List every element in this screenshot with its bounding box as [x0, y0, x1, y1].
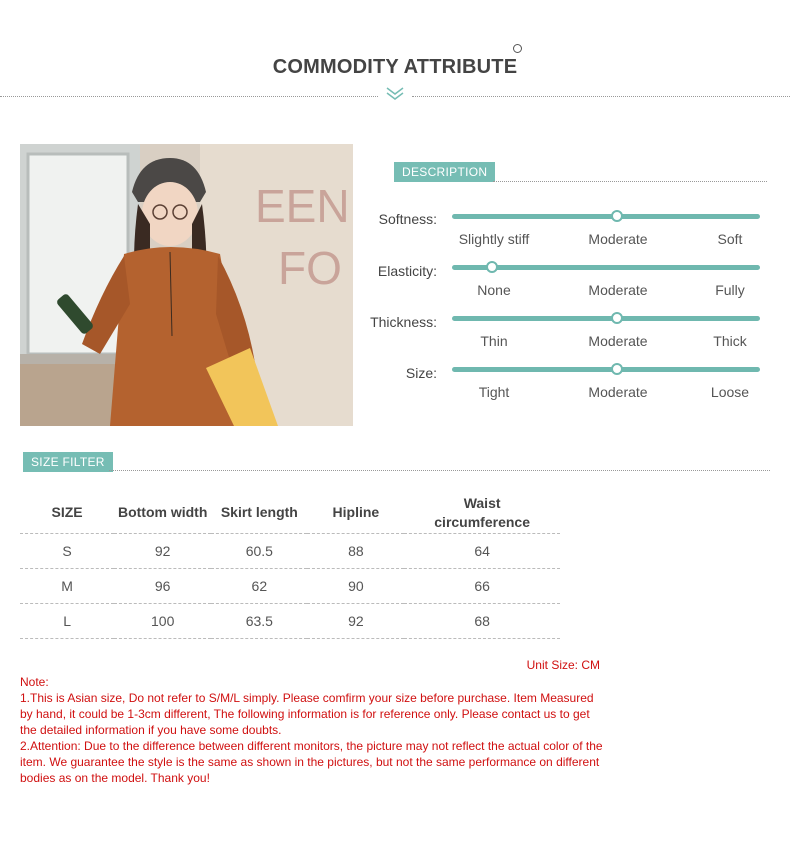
- size-table: [20, 493, 560, 639]
- table-cell: 66: [404, 568, 560, 603]
- attribute-knob: [611, 312, 623, 324]
- svg-text:FO: FO: [278, 242, 342, 294]
- attribute-label: Thickness:: [370, 314, 437, 330]
- attribute-knob: [486, 261, 498, 273]
- attribute-option: Thick: [713, 333, 747, 349]
- header-divider-right: [412, 96, 790, 97]
- table-cell: 92: [307, 603, 404, 638]
- size-table-header-row: [20, 493, 560, 533]
- table-row: [20, 568, 560, 603]
- attribute-option: None: [477, 282, 511, 298]
- product-photo: [20, 144, 353, 426]
- size-filter-divider: [109, 470, 770, 471]
- table-cell: 96: [114, 568, 211, 603]
- attribute-track: [452, 316, 760, 321]
- attribute-option: Tight: [478, 384, 510, 400]
- attribute-option: Moderate: [588, 282, 648, 298]
- notes-block: [20, 674, 605, 786]
- table-cell: 68: [404, 603, 560, 638]
- size-table-header: SIZE: [20, 493, 114, 533]
- attribute-option: Slightly stiff: [458, 231, 530, 247]
- table-cell: 88: [307, 533, 404, 568]
- table-cell: M: [20, 568, 114, 603]
- table-cell: 64: [404, 533, 560, 568]
- attribute-track: [452, 265, 760, 270]
- note-line-2: 2.Attention: Due to the difference between different monitors, the picture may not reflect the actual color of the item. We guarantee the style is the same as shown in the pictures, but not the same performance on different bodies as on the model. Thank you!: [20, 739, 603, 785]
- size-table-header: Waist circumference: [404, 493, 560, 533]
- attribute-option: Moderate: [588, 231, 648, 247]
- header-divider-left: [0, 96, 378, 97]
- table-cell: 100: [114, 603, 211, 638]
- attribute-label: Size:: [405, 365, 437, 381]
- attribute-option: Fully: [715, 282, 745, 298]
- attribute-option: Soft: [717, 231, 743, 247]
- table-cell: L: [20, 603, 114, 638]
- degree-ornament: [513, 44, 522, 53]
- attribute-option: Thin: [480, 333, 508, 349]
- attribute-option: Moderate: [588, 384, 648, 400]
- table-cell: 90: [307, 568, 404, 603]
- table-cell: S: [20, 533, 114, 568]
- attribute-label: Elasticity:: [377, 263, 437, 279]
- size-table-header: Skirt length: [211, 493, 307, 533]
- description-divider: [493, 181, 767, 182]
- unit-size-label: Unit Size: CM: [526, 658, 600, 672]
- attribute-option: Loose: [710, 384, 750, 400]
- table-cell: 63.5: [211, 603, 307, 638]
- size-table-header: Bottom width: [114, 493, 211, 533]
- size-filter-badge: SIZE FILTER: [23, 452, 113, 472]
- attribute-track: [452, 214, 760, 219]
- table-cell: 62: [211, 568, 307, 603]
- attribute-option: Moderate: [588, 333, 648, 349]
- note-line-1: 1.This is Asian size, Do not refer to S/M/L simply. Please comfirm your size before purchase. Item Measured by hand, it could be 1-3cm different, The following information is for reference only. Please contact us to get the detailed information if you have some doubts.: [20, 691, 594, 737]
- table-row: [20, 533, 560, 568]
- attribute-knob: [611, 210, 623, 222]
- double-chevron-down-icon: [385, 86, 405, 102]
- table-cell: 60.5: [211, 533, 307, 568]
- table-cell: 92: [114, 533, 211, 568]
- attribute-knob: [611, 363, 623, 375]
- table-row: [20, 603, 560, 638]
- attribute-track: [452, 367, 760, 372]
- size-table-header: Hipline: [307, 493, 404, 533]
- attribute-label: Softness:: [378, 211, 437, 227]
- svg-text:EEN: EEN: [255, 180, 350, 232]
- note-title: Note:: [20, 675, 49, 689]
- page-title: COMMODITY ATTRIBUTE: [272, 56, 518, 78]
- description-badge: DESCRIPTION: [394, 162, 495, 182]
